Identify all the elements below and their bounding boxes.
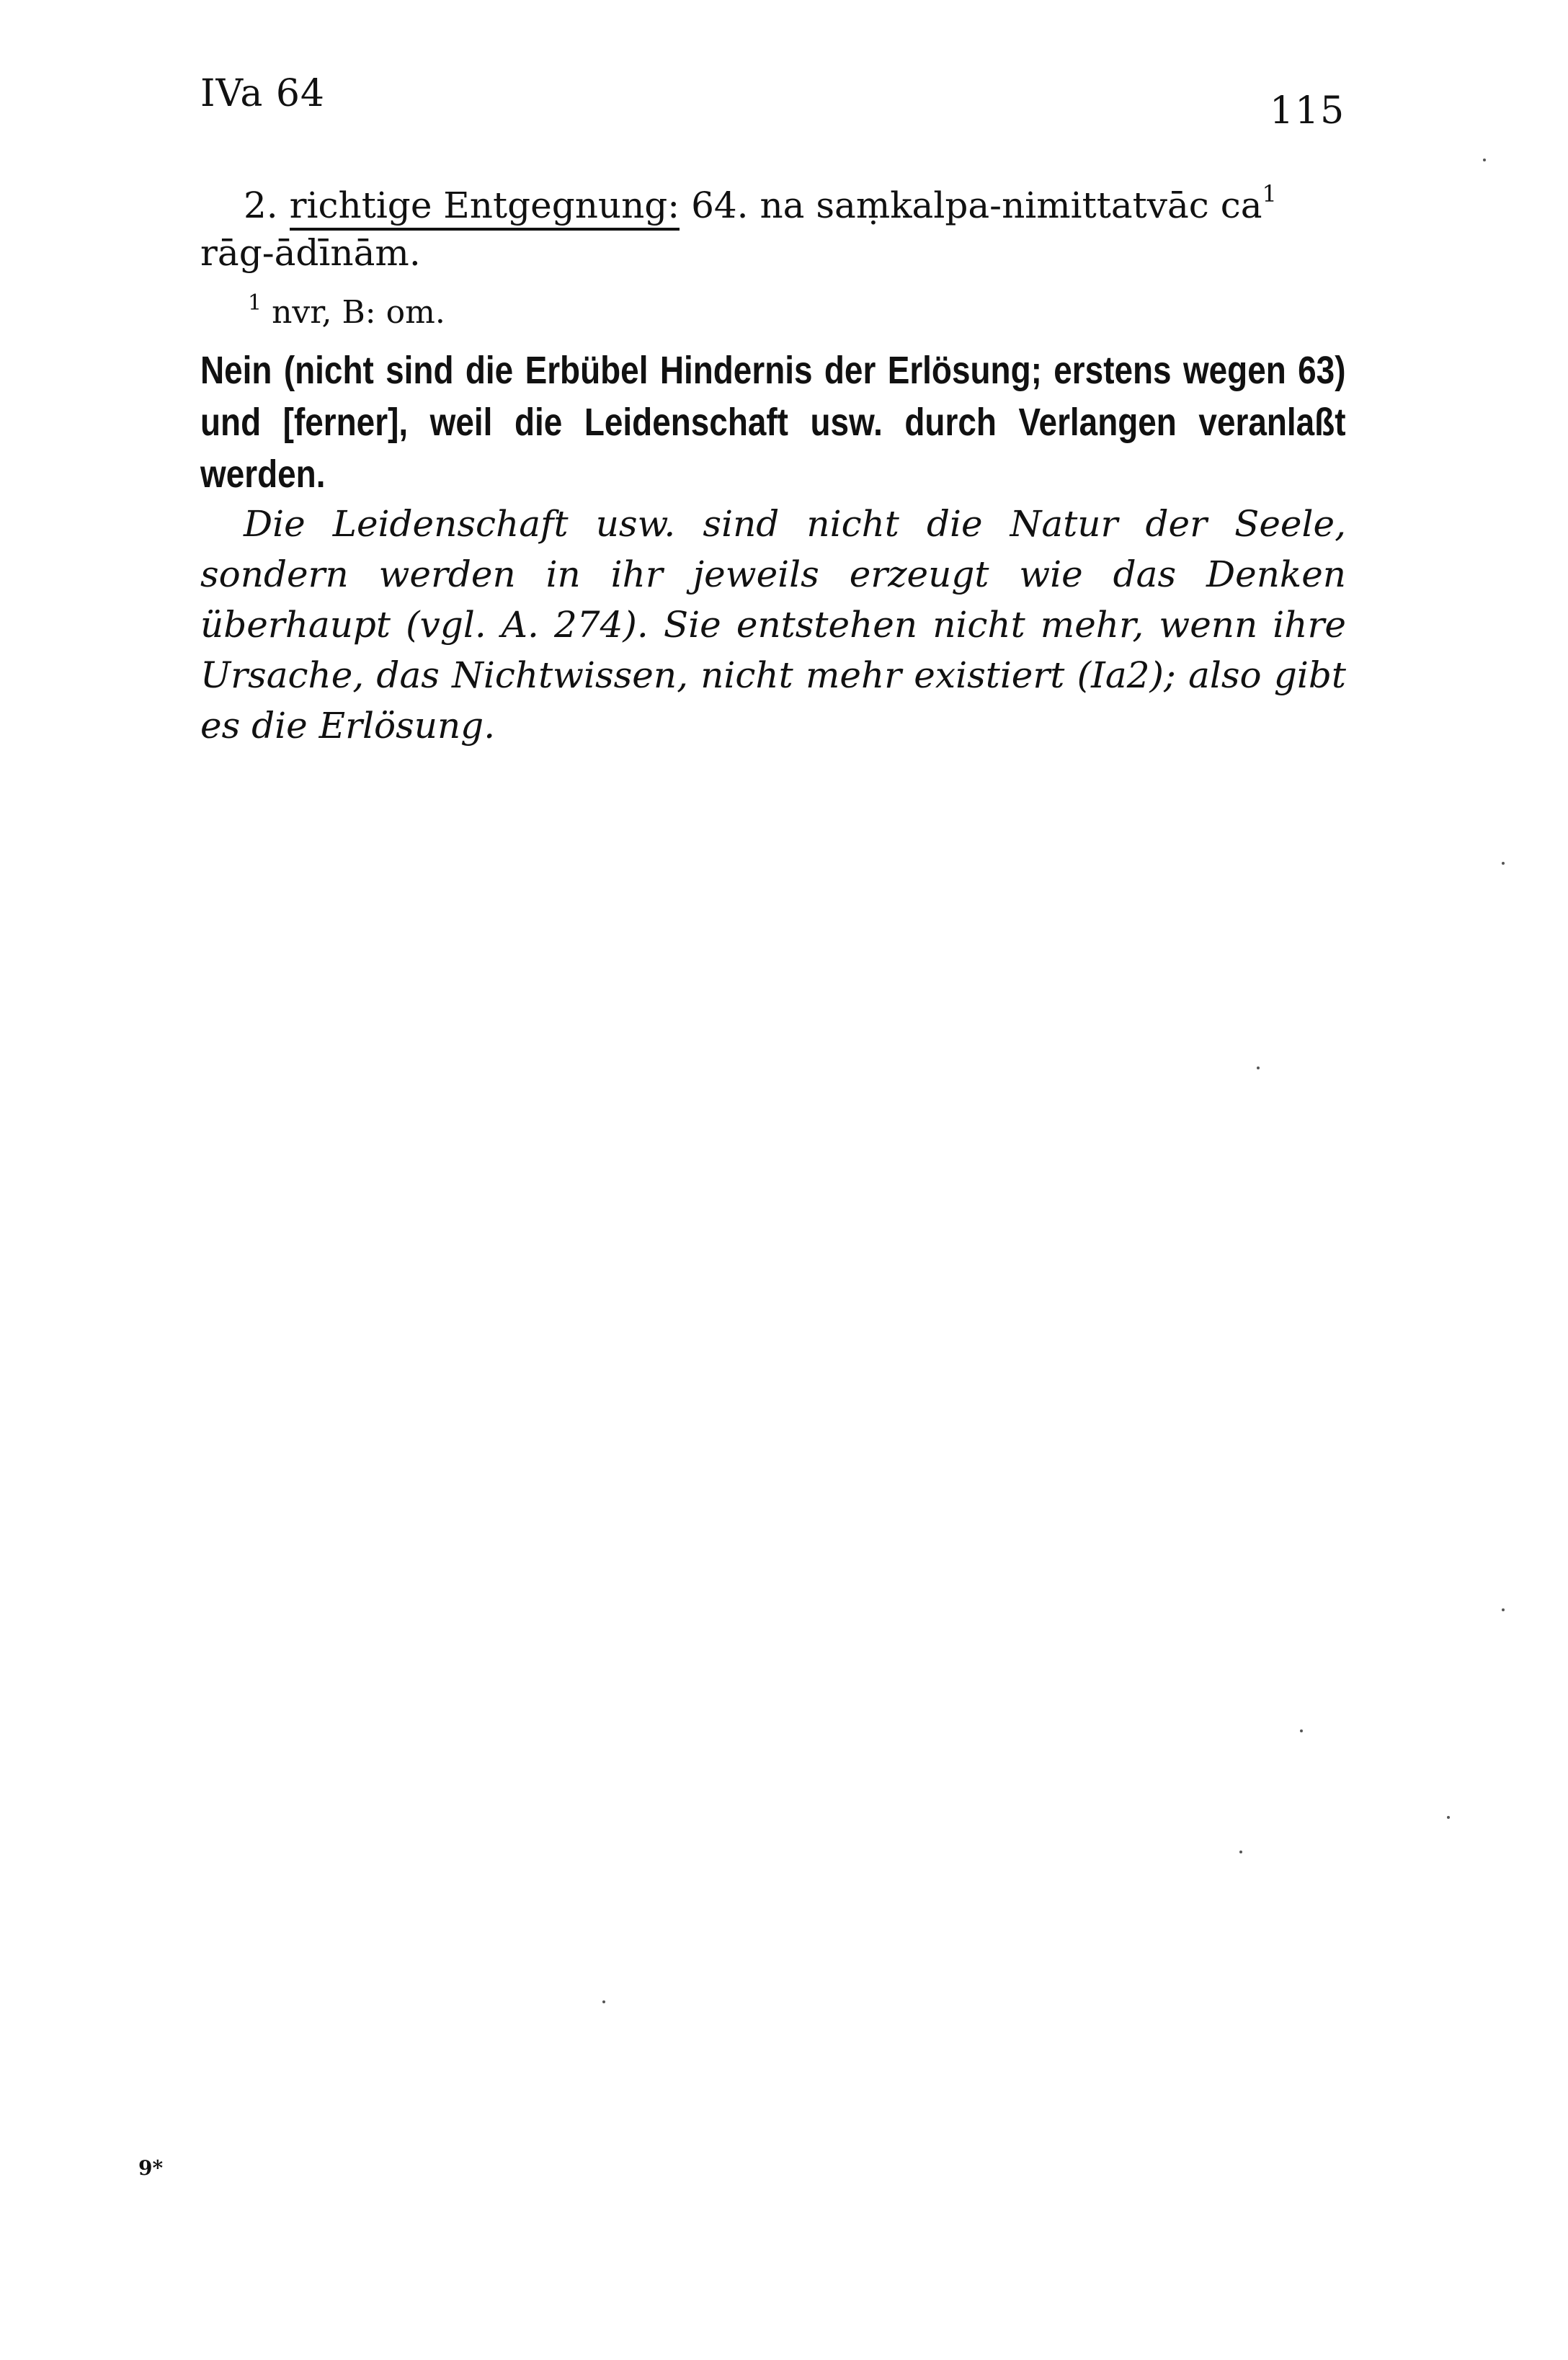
scan-speck	[1502, 862, 1505, 865]
footnote	[248, 290, 445, 331]
scan-speck	[1502, 1608, 1505, 1611]
entry-heading: richtige Entgegnung:	[290, 184, 680, 231]
running-header-section: IVa 64	[200, 72, 326, 115]
page-number: 115	[1270, 89, 1346, 133]
scan-speck	[1257, 1067, 1260, 1069]
scan-speck	[1447, 1816, 1450, 1819]
sutra-continuation: rāg-ādīnām.	[200, 232, 421, 274]
footnote-mark: 1	[248, 290, 262, 316]
sutra-entry	[200, 182, 1368, 277]
scan-speck	[1239, 1851, 1242, 1853]
scan-speck	[602, 2000, 605, 2003]
footnote-text: nvr, B: om.	[272, 294, 445, 331]
commentary-paragraph: Die Leidenschaft usw. sind nicht die Natur der Seele, sondern werden in ihr jeweils erzeugt wie das Denken überhaupt (vgl. A. 274). Sie entstehen nicht mehr, wenn ihre Ursache, das Nichtwissen, nicht mehr existiert (Ia2); also gibt es die Erlösung.	[200, 503, 1346, 747]
scan-speck	[1300, 1729, 1303, 1732]
signature-mark: 9*	[138, 2156, 164, 2180]
scan-speck	[1483, 159, 1486, 161]
sutra-text: 64. na saṃkalpa-nimittatvāc ca	[691, 184, 1262, 226]
footnote-reference: 1	[1262, 180, 1277, 208]
translation-paragraph: Nein (nicht sind die Erbübel Hindernis der Erlösung; erstens wegen 63) und [ferner], weil die Leidenschaft usw. durch Verlangen veranlaßt werden.	[200, 349, 1346, 496]
entry-number: 2.	[244, 184, 278, 226]
